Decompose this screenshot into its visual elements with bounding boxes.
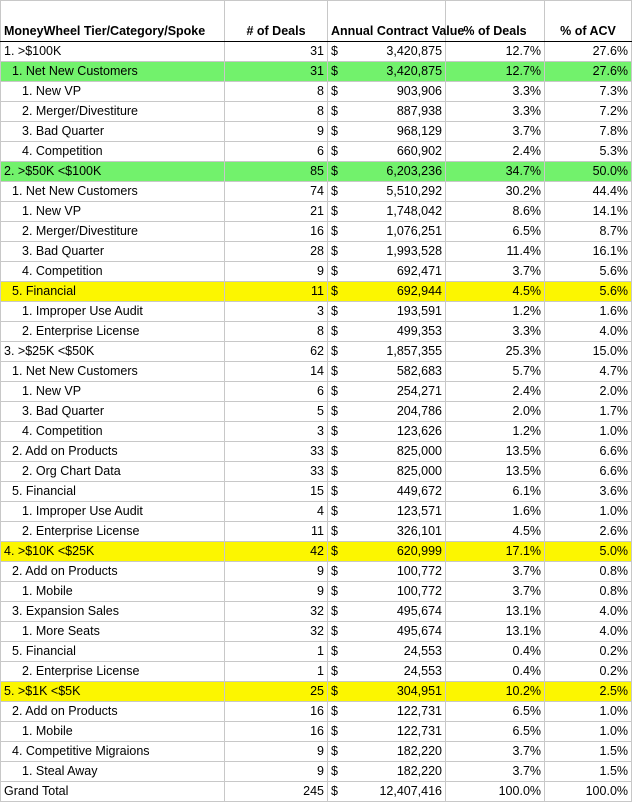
currency-symbol[interactable]: $ — [328, 362, 340, 382]
currency-symbol[interactable]: $ — [328, 522, 340, 542]
table-row — [1, 742, 632, 762]
row-label[interactable]: 1. New VP — [1, 202, 225, 222]
row-pct-deals[interactable]: 3.7% — [446, 742, 545, 762]
table-row — [1, 522, 632, 542]
table-row — [1, 542, 632, 562]
row-label[interactable]: 5. Financial — [1, 482, 225, 502]
table-row — [1, 442, 632, 462]
row-deals[interactable]: 6 — [225, 142, 328, 162]
row-pct-acv[interactable]: 4.0% — [545, 602, 632, 622]
row-pct-acv[interactable]: 15.0% — [545, 342, 632, 362]
row-deals[interactable]: 9 — [225, 742, 328, 762]
row-pct-deals[interactable]: 4.5% — [446, 522, 545, 542]
row-acv[interactable]: 495,674 — [340, 622, 446, 642]
row-label[interactable]: 2. Add on Products — [1, 562, 225, 582]
row-pct-acv[interactable]: 44.4% — [545, 182, 632, 202]
table-row — [1, 82, 632, 102]
currency-symbol[interactable]: $ — [328, 482, 340, 502]
row-pct-acv[interactable]: 5.6% — [545, 282, 632, 302]
row-deals[interactable]: 32 — [225, 602, 328, 622]
table-row — [1, 422, 632, 442]
row-pct-deals[interactable]: 13.1% — [446, 602, 545, 622]
currency-symbol[interactable]: $ — [328, 382, 340, 402]
row-deals[interactable]: 9 — [225, 262, 328, 282]
row-deals[interactable]: 42 — [225, 542, 328, 562]
row-acv[interactable]: 123,571 — [340, 502, 446, 522]
row-acv[interactable]: 495,674 — [340, 602, 446, 622]
currency-symbol[interactable]: $ — [328, 62, 340, 82]
row-label[interactable]: 1. More Seats — [1, 622, 225, 642]
row-acv[interactable]: 3,420,875 — [340, 62, 446, 82]
row-acv[interactable]: 204,786 — [340, 402, 446, 422]
row-label[interactable]: 1. Steal Away — [1, 762, 225, 782]
row-pct-deals[interactable]: 3.7% — [446, 582, 545, 602]
table-row — [1, 142, 632, 162]
table-row — [1, 382, 632, 402]
currency-symbol[interactable]: $ — [328, 162, 340, 182]
currency-symbol[interactable]: $ — [328, 782, 340, 802]
row-label[interactable]: 3. Bad Quarter — [1, 402, 225, 422]
row-deals[interactable]: 16 — [225, 702, 328, 722]
row-deals[interactable]: 11 — [225, 522, 328, 542]
row-label[interactable]: 2. Add on Products — [1, 442, 225, 462]
row-pct-deals[interactable]: 5.7% — [446, 362, 545, 382]
grand-total-deals[interactable]: 245 — [225, 782, 328, 802]
row-label[interactable]: 2. Merger/Divestiture — [1, 102, 225, 122]
row-pct-acv[interactable]: 5.0% — [545, 542, 632, 562]
row-label[interactable]: 2. Org Chart Data — [1, 462, 225, 482]
currency-symbol[interactable]: $ — [328, 182, 340, 202]
row-pct-deals[interactable]: 13.1% — [446, 622, 545, 642]
row-acv[interactable]: 1,748,042 — [340, 202, 446, 222]
row-pct-deals[interactable]: 30.2% — [446, 182, 545, 202]
currency-symbol[interactable]: $ — [328, 342, 340, 362]
row-pct-acv[interactable]: 6.6% — [545, 462, 632, 482]
currency-symbol[interactable]: $ — [328, 82, 340, 102]
row-label[interactable]: 1. Mobile — [1, 582, 225, 602]
row-pct-acv[interactable]: 27.6% — [545, 42, 632, 62]
row-label[interactable]: 1. Net New Customers — [1, 182, 225, 202]
row-pct-acv[interactable]: 4.0% — [545, 622, 632, 642]
row-label[interactable]: 3. Expansion Sales — [1, 602, 225, 622]
row-pct-deals[interactable]: 13.5% — [446, 462, 545, 482]
table-row — [1, 42, 632, 62]
row-label[interactable]: 2. Enterprise License — [1, 522, 225, 542]
row-pct-deals[interactable]: 2.4% — [446, 382, 545, 402]
row-label[interactable]: 1. >$100K — [1, 42, 225, 62]
table-row — [1, 602, 632, 622]
row-deals[interactable]: 85 — [225, 162, 328, 182]
table-row — [1, 322, 632, 342]
row-pct-deals[interactable]: 12.7% — [446, 42, 545, 62]
currency-symbol[interactable]: $ — [328, 622, 340, 642]
row-label[interactable]: 1. Mobile — [1, 722, 225, 742]
row-pct-acv[interactable]: 5.3% — [545, 142, 632, 162]
currency-symbol[interactable]: $ — [328, 322, 340, 342]
row-label[interactable]: 2. Add on Products — [1, 702, 225, 722]
row-deals[interactable]: 31 — [225, 62, 328, 82]
row-pct-acv[interactable]: 0.8% — [545, 562, 632, 582]
grand-total-label[interactable]: Grand Total — [1, 782, 225, 802]
row-acv[interactable]: 1,993,528 — [340, 242, 446, 262]
row-label[interactable]: 2. Enterprise License — [1, 662, 225, 682]
currency-symbol[interactable]: $ — [328, 142, 340, 162]
currency-symbol[interactable]: $ — [328, 562, 340, 582]
row-label[interactable]: 3. Bad Quarter — [1, 242, 225, 262]
row-acv[interactable]: 193,591 — [340, 302, 446, 322]
row-pct-deals[interactable]: 0.4% — [446, 662, 545, 682]
row-pct-acv[interactable]: 7.8% — [545, 122, 632, 142]
row-acv[interactable]: 825,000 — [340, 442, 446, 462]
table-row — [1, 162, 632, 182]
row-pct-acv[interactable]: 5.6% — [545, 262, 632, 282]
row-deals[interactable]: 62 — [225, 342, 328, 362]
currency-symbol[interactable]: $ — [328, 242, 340, 262]
row-label[interactable]: 2. Merger/Divestiture — [1, 222, 225, 242]
row-deals[interactable]: 14 — [225, 362, 328, 382]
row-acv[interactable]: 582,683 — [340, 362, 446, 382]
row-pct-deals[interactable]: 2.4% — [446, 142, 545, 162]
row-pct-acv[interactable]: 1.6% — [545, 302, 632, 322]
table-row — [1, 362, 632, 382]
row-pct-deals[interactable]: 2.0% — [446, 402, 545, 422]
row-acv[interactable]: 692,471 — [340, 262, 446, 282]
row-pct-acv[interactable]: 27.6% — [545, 62, 632, 82]
currency-symbol[interactable]: $ — [328, 302, 340, 322]
header-pct-acv[interactable]: % of ACV — [545, 1, 632, 42]
table-row — [1, 182, 632, 202]
row-acv[interactable]: 499,353 — [340, 322, 446, 342]
row-acv[interactable]: 887,938 — [340, 102, 446, 122]
row-deals[interactable]: 6 — [225, 382, 328, 402]
row-deals[interactable]: 32 — [225, 622, 328, 642]
row-acv[interactable]: 3,420,875 — [340, 42, 446, 62]
row-deals[interactable]: 3 — [225, 422, 328, 442]
row-label[interactable]: 1. Improper Use Audit — [1, 302, 225, 322]
header-acv[interactable]: Annual Contract Value — [328, 1, 446, 42]
table-row — [1, 682, 632, 702]
row-acv[interactable]: 692,944 — [340, 282, 446, 302]
row-pct-acv[interactable]: 16.1% — [545, 242, 632, 262]
row-pct-acv[interactable]: 1.0% — [545, 502, 632, 522]
row-acv[interactable]: 182,220 — [340, 742, 446, 762]
row-acv[interactable]: 100,772 — [340, 562, 446, 582]
row-pct-acv[interactable]: 7.2% — [545, 102, 632, 122]
table-row — [1, 262, 632, 282]
grand-total-pct-acv[interactable]: 100.0% — [545, 782, 632, 802]
row-label[interactable]: 4. Competitive Migraions — [1, 742, 225, 762]
row-label[interactable]: 1. Net New Customers — [1, 62, 225, 82]
row-deals[interactable]: 9 — [225, 582, 328, 602]
row-label[interactable]: 2. Enterprise License — [1, 322, 225, 342]
table-row — [1, 722, 632, 742]
table-row — [1, 202, 632, 222]
row-deals[interactable]: 16 — [225, 222, 328, 242]
table-row — [1, 282, 632, 302]
row-pct-acv[interactable]: 0.8% — [545, 582, 632, 602]
row-acv[interactable]: 449,672 — [340, 482, 446, 502]
row-acv[interactable]: 6,203,236 — [340, 162, 446, 182]
row-pct-deals[interactable]: 12.7% — [446, 62, 545, 82]
row-pct-deals[interactable]: 3.3% — [446, 82, 545, 102]
header-deals[interactable]: # of Deals — [225, 1, 328, 42]
row-label[interactable]: 1. Net New Customers — [1, 362, 225, 382]
header-label[interactable]: MoneyWheel Tier/Category/Spoke — [1, 1, 225, 42]
row-acv[interactable]: 304,951 — [340, 682, 446, 702]
row-deals[interactable]: 28 — [225, 242, 328, 262]
row-deals[interactable]: 21 — [225, 202, 328, 222]
table-row — [1, 642, 632, 662]
row-acv[interactable]: 122,731 — [340, 722, 446, 742]
row-deals[interactable]: 8 — [225, 322, 328, 342]
row-deals[interactable]: 33 — [225, 462, 328, 482]
table-row — [1, 342, 632, 362]
currency-symbol[interactable]: $ — [328, 642, 340, 662]
table-row — [1, 582, 632, 602]
row-label[interactable]: 3. Bad Quarter — [1, 122, 225, 142]
row-pct-acv[interactable]: 6.6% — [545, 442, 632, 462]
header-pct-deals[interactable]: % of Deals — [446, 1, 545, 42]
row-deals[interactable]: 1 — [225, 662, 328, 682]
row-label[interactable]: 4. >$10K <$25K — [1, 542, 225, 562]
row-pct-acv[interactable]: 50.0% — [545, 162, 632, 182]
row-deals[interactable]: 25 — [225, 682, 328, 702]
row-acv[interactable]: 5,510,292 — [340, 182, 446, 202]
currency-symbol[interactable]: $ — [328, 762, 340, 782]
row-pct-acv[interactable]: 1.7% — [545, 402, 632, 422]
currency-symbol[interactable]: $ — [328, 542, 340, 562]
currency-symbol[interactable]: $ — [328, 662, 340, 682]
currency-symbol[interactable]: $ — [328, 682, 340, 702]
row-pct-deals[interactable]: 3.3% — [446, 102, 545, 122]
row-deals[interactable]: 74 — [225, 182, 328, 202]
row-acv[interactable]: 825,000 — [340, 462, 446, 482]
row-pct-deals[interactable]: 1.2% — [446, 422, 545, 442]
table-row — [1, 462, 632, 482]
row-acv[interactable]: 1,076,251 — [340, 222, 446, 242]
header-row — [1, 1, 632, 42]
currency-symbol[interactable]: $ — [328, 422, 340, 442]
row-pct-deals[interactable]: 6.5% — [446, 722, 545, 742]
currency-symbol[interactable]: $ — [328, 222, 340, 242]
row-pct-deals[interactable]: 25.3% — [446, 342, 545, 362]
row-acv[interactable]: 903,906 — [340, 82, 446, 102]
row-deals[interactable]: 8 — [225, 102, 328, 122]
row-pct-deals[interactable]: 34.7% — [446, 162, 545, 182]
table-row — [1, 402, 632, 422]
row-deals[interactable]: 9 — [225, 762, 328, 782]
row-pct-deals[interactable]: 3.7% — [446, 762, 545, 782]
grand-total-acv[interactable]: 12,407,416 — [340, 782, 446, 802]
table-row — [1, 762, 632, 782]
row-acv[interactable]: 122,731 — [340, 702, 446, 722]
row-pct-acv[interactable]: 2.0% — [545, 382, 632, 402]
currency-symbol[interactable]: $ — [328, 742, 340, 762]
row-pct-acv[interactable]: 2.5% — [545, 682, 632, 702]
row-pct-acv[interactable]: 3.6% — [545, 482, 632, 502]
row-deals[interactable]: 11 — [225, 282, 328, 302]
row-acv[interactable]: 1,857,355 — [340, 342, 446, 362]
row-pct-acv[interactable]: 8.7% — [545, 222, 632, 242]
row-deals[interactable]: 5 — [225, 402, 328, 422]
row-pct-deals[interactable]: 13.5% — [446, 442, 545, 462]
row-acv[interactable]: 24,553 — [340, 642, 446, 662]
table-row — [1, 482, 632, 502]
table-row — [1, 222, 632, 242]
row-acv[interactable]: 254,271 — [340, 382, 446, 402]
row-pct-acv[interactable]: 1.5% — [545, 762, 632, 782]
row-label[interactable]: 1. New VP — [1, 82, 225, 102]
table-body — [1, 42, 632, 782]
grand-total-pct-deals[interactable]: 100.0% — [446, 782, 545, 802]
currency-symbol[interactable]: $ — [328, 582, 340, 602]
row-label[interactable]: 5. Financial — [1, 282, 225, 302]
row-pct-acv[interactable]: 1.0% — [545, 422, 632, 442]
currency-symbol[interactable]: $ — [328, 722, 340, 742]
row-label[interactable]: 4. Competition — [1, 142, 225, 162]
row-pct-deals[interactable]: 3.7% — [446, 262, 545, 282]
currency-symbol[interactable]: $ — [328, 702, 340, 722]
row-deals[interactable]: 8 — [225, 82, 328, 102]
row-label[interactable]: 3. >$25K <$50K — [1, 342, 225, 362]
row-pct-acv[interactable]: 1.0% — [545, 722, 632, 742]
row-deals[interactable]: 4 — [225, 502, 328, 522]
table-row — [1, 122, 632, 142]
table-row — [1, 622, 632, 642]
row-label[interactable]: 1. New VP — [1, 382, 225, 402]
currency-symbol[interactable]: $ — [328, 102, 340, 122]
row-pct-acv[interactable]: 4.7% — [545, 362, 632, 382]
currency-symbol[interactable]: $ — [328, 442, 340, 462]
row-acv[interactable]: 182,220 — [340, 762, 446, 782]
row-acv[interactable]: 968,129 — [340, 122, 446, 142]
row-deals[interactable]: 3 — [225, 302, 328, 322]
row-pct-deals[interactable]: 1.6% — [446, 502, 545, 522]
currency-symbol[interactable]: $ — [328, 282, 340, 302]
row-acv[interactable]: 24,553 — [340, 662, 446, 682]
row-deals[interactable]: 9 — [225, 562, 328, 582]
row-pct-deals[interactable]: 17.1% — [446, 542, 545, 562]
row-pct-deals[interactable]: 3.7% — [446, 562, 545, 582]
row-deals[interactable]: 1 — [225, 642, 328, 662]
currency-symbol[interactable]: $ — [328, 462, 340, 482]
row-pct-acv[interactable]: 14.1% — [545, 202, 632, 222]
row-label[interactable]: 4. Competition — [1, 262, 225, 282]
row-deals[interactable]: 15 — [225, 482, 328, 502]
currency-symbol[interactable]: $ — [328, 42, 340, 62]
row-acv[interactable]: 326,101 — [340, 522, 446, 542]
row-pct-deals[interactable]: 3.7% — [446, 122, 545, 142]
row-pct-deals[interactable]: 11.4% — [446, 242, 545, 262]
currency-symbol[interactable]: $ — [328, 262, 340, 282]
row-label[interactable]: 4. Competition — [1, 422, 225, 442]
row-deals[interactable]: 16 — [225, 722, 328, 742]
table-row — [1, 102, 632, 122]
grand-total-row — [1, 782, 632, 802]
row-pct-deals[interactable]: 6.1% — [446, 482, 545, 502]
row-label[interactable]: 1. Improper Use Audit — [1, 502, 225, 522]
row-pct-acv[interactable]: 4.0% — [545, 322, 632, 342]
currency-symbol[interactable]: $ — [328, 502, 340, 522]
row-pct-deals[interactable]: 10.2% — [446, 682, 545, 702]
row-pct-acv[interactable]: 1.5% — [545, 742, 632, 762]
currency-symbol[interactable]: $ — [328, 122, 340, 142]
table-row — [1, 302, 632, 322]
row-pct-acv[interactable]: 2.6% — [545, 522, 632, 542]
table-row — [1, 62, 632, 82]
currency-symbol[interactable]: $ — [328, 602, 340, 622]
row-pct-deals[interactable]: 8.6% — [446, 202, 545, 222]
table-row — [1, 562, 632, 582]
row-pct-deals[interactable]: 0.4% — [446, 642, 545, 662]
row-label[interactable]: 5. >$1K <$5K — [1, 682, 225, 702]
row-acv[interactable]: 100,772 — [340, 582, 446, 602]
row-deals[interactable]: 31 — [225, 42, 328, 62]
table-row — [1, 502, 632, 522]
row-pct-deals[interactable]: 3.3% — [446, 322, 545, 342]
row-pct-acv[interactable]: 7.3% — [545, 82, 632, 102]
table-row — [1, 702, 632, 722]
row-pct-deals[interactable]: 4.5% — [446, 282, 545, 302]
row-acv[interactable]: 660,902 — [340, 142, 446, 162]
row-pct-deals[interactable]: 6.5% — [446, 222, 545, 242]
row-label[interactable]: 5. Financial — [1, 642, 225, 662]
table-row — [1, 242, 632, 262]
table-row — [1, 662, 632, 682]
row-deals[interactable]: 33 — [225, 442, 328, 462]
row-pct-deals[interactable]: 6.5% — [446, 702, 545, 722]
row-pct-acv[interactable]: 0.2% — [545, 642, 632, 662]
row-acv[interactable]: 123,626 — [340, 422, 446, 442]
row-deals[interactable]: 9 — [225, 122, 328, 142]
row-pct-acv[interactable]: 0.2% — [545, 662, 632, 682]
currency-symbol[interactable]: $ — [328, 402, 340, 422]
row-label[interactable]: 2. >$50K <$100K — [1, 162, 225, 182]
row-pct-deals[interactable]: 1.2% — [446, 302, 545, 322]
row-pct-acv[interactable]: 1.0% — [545, 702, 632, 722]
row-acv[interactable]: 620,999 — [340, 542, 446, 562]
currency-symbol[interactable]: $ — [328, 202, 340, 222]
